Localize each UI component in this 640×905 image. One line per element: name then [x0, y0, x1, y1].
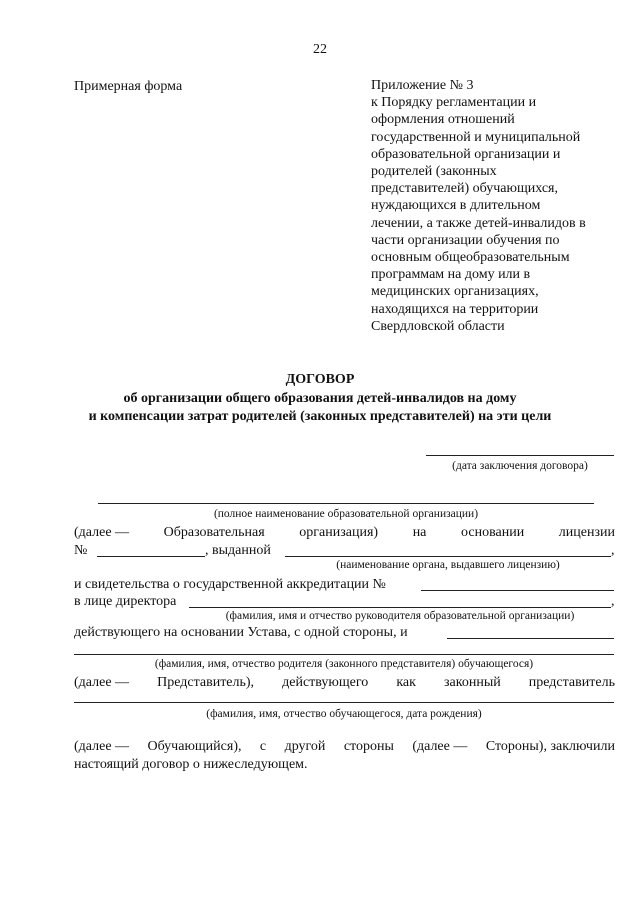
word: Обучающийся),: [147, 739, 242, 754]
word: лицензии: [558, 525, 615, 540]
word: на: [412, 525, 427, 540]
appendix-line: медицинских организациях,: [371, 284, 539, 300]
accreditation-field-line[interactable]: [421, 590, 614, 591]
word: Стороны), заключили: [485, 739, 615, 754]
appendix-line: лечении, а также детей-инвалидов в: [371, 215, 586, 231]
word: стороны: [343, 739, 394, 754]
contract-line-final: настоящий договор о нижеследующем.: [74, 757, 308, 772]
director-label: в лице директора: [74, 594, 177, 609]
contract-line-student: [74, 738, 615, 755]
word: основании: [461, 525, 525, 540]
charter-field-line[interactable]: [447, 638, 614, 639]
appendix-line: представителей) обучающихся,: [371, 181, 558, 197]
word: организация): [299, 525, 379, 540]
appendix-line: части организации обучения по: [371, 232, 560, 248]
appendix-line: родителей (законных: [371, 164, 497, 180]
appendix-line: образовательной организации и: [371, 146, 561, 162]
director-field-line[interactable]: [189, 607, 611, 608]
word: с: [259, 739, 267, 754]
word: Образовательная: [163, 525, 265, 540]
license-issuer-field-line[interactable]: [285, 556, 611, 557]
comma: ,: [611, 543, 615, 558]
word: действующего: [282, 675, 369, 690]
license-number-field-line[interactable]: [97, 556, 205, 557]
appendix-line: к Порядку регламентации и: [371, 95, 537, 111]
appendix-line: нуждающихся в длительном: [371, 198, 541, 214]
charter-label: действующего на основании Устава, с одной стороны, и: [74, 625, 408, 640]
accreditation-label: и свидетельства о государственной аккредитации №: [74, 577, 386, 592]
word: как: [396, 675, 416, 690]
organization-name-field-line[interactable]: [98, 503, 594, 504]
organization-name-caption: (полное наименование образовательной организации): [213, 508, 479, 520]
license-issuer-caption: (наименование органа, выдавшего лицензию): [336, 559, 560, 571]
word: Представитель),: [157, 675, 255, 690]
appendix-block: [371, 77, 616, 335]
appendix-line: государственной и муниципальной: [371, 129, 581, 145]
license-number-label: №: [74, 543, 88, 558]
appendix-line: программам на дому или в: [371, 267, 531, 283]
page-number: 22: [313, 42, 327, 57]
document-title: ДОГОВОР: [285, 372, 355, 387]
date-field-caption: (дата заключения договора): [452, 460, 588, 472]
parent-caption: (фамилия, имя, отчество родителя (законного представителя) обучающегося): [154, 658, 534, 670]
word: законный: [444, 675, 501, 690]
word: (далее —: [74, 525, 130, 540]
contract-line-representative: [74, 674, 615, 691]
student-field-line[interactable]: [74, 702, 614, 703]
sample-form-label: Примерная форма: [74, 79, 183, 94]
word: (далее —: [74, 739, 130, 754]
appendix-line: Свердловской области: [371, 318, 505, 334]
document-subtitle-line-2: и компенсации затрат родителей (законных представителей) на эти цели: [88, 409, 552, 424]
contract-line-organization: [74, 524, 615, 541]
appendix-line: находящихся на территории: [371, 301, 539, 317]
appendix-line: основным общеобразовательным: [371, 250, 570, 266]
director-caption: (фамилия, имя и отчество руководителя образовательной организации): [225, 610, 575, 622]
word: (далее —: [74, 675, 130, 690]
student-caption: (фамилия, имя, отчество обучающегося, дата рождения): [206, 708, 482, 720]
word: (далее —: [412, 739, 468, 754]
license-issued-label: , выданной: [205, 543, 271, 558]
parent-field-line[interactable]: [74, 654, 614, 655]
appendix-line: оформления отношений: [371, 112, 515, 128]
comma: ,: [611, 594, 615, 609]
appendix-line: Приложение № 3: [371, 78, 474, 93]
word: представитель: [528, 675, 615, 690]
word: другой: [284, 739, 326, 754]
document-subtitle-line-1: об организации общего образования детей-инвалидов на дому: [123, 391, 517, 406]
date-field-line[interactable]: [426, 455, 614, 456]
